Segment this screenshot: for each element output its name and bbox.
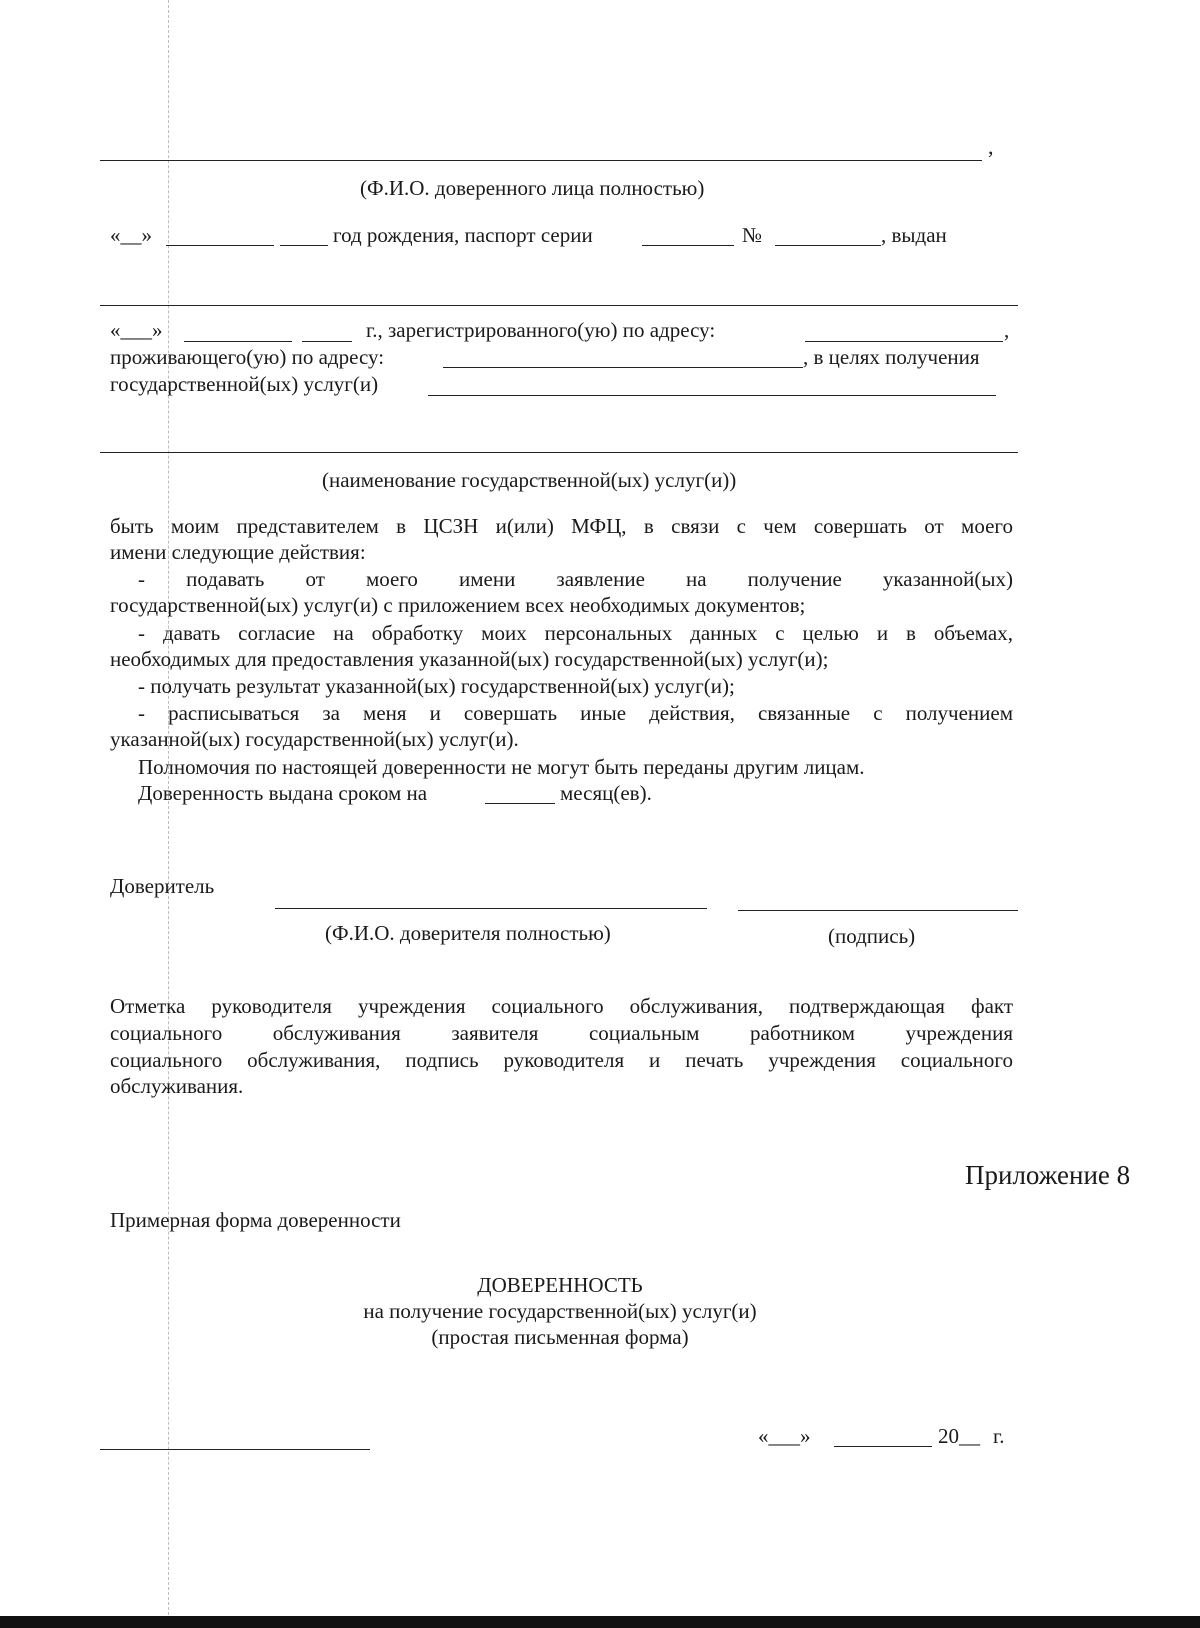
services-text: государственной(ых) услуг(и): [110, 372, 379, 396]
birth-quote: «__»: [110, 223, 152, 247]
mark-line3: социального обслуживания, подпись руководителя и печать учреждения социального: [110, 1048, 1013, 1072]
mark-line2: социального обслуживания заявителя социальным работником учреждения: [110, 1021, 1013, 1045]
principal-name-line: [275, 908, 707, 909]
place-line: [100, 1449, 370, 1450]
item1-line1: - подавать от моего имени заявление на получение указанной(ых): [138, 567, 1013, 591]
date-year: 20__: [938, 1424, 980, 1448]
item2-line1: - давать согласие на обработку моих персональных данных с целью и в объемах,: [138, 621, 1013, 645]
term-text-b: месяц(ев).: [560, 781, 652, 805]
term-months-blank: [485, 803, 555, 804]
reg-end-comma: ,: [1004, 318, 1010, 342]
mark-line1: Отметка руководителя учреждения социального обслуживания, подтверждающая факт: [110, 994, 1013, 1018]
document-title: ДОВЕРЕННОСТЬ: [477, 1273, 643, 1297]
powers-text: Полномочия по настоящей доверенности не могут быть переданы другим лицам.: [138, 755, 865, 779]
sample-form-label: Примерная форма доверенности: [110, 1208, 401, 1232]
birth-year-text: год рождения, паспорт серии: [333, 223, 593, 247]
caption-signature: (подпись): [828, 924, 916, 948]
reg-blank-1: [184, 341, 292, 342]
item3-line1: - получать результат указанной(ых) государственной(ых) услуг(и);: [138, 674, 735, 698]
item1-line2: государственной(ых) услуг(и) с приложением всех необходимых документов;: [110, 593, 806, 617]
item4-line2: указанной(ых) государственной(ых) услуг(и).: [110, 727, 519, 751]
principal-signature-line: [738, 910, 1018, 911]
appendix-label: Приложение 8: [965, 1160, 1131, 1190]
issued-by-line: [100, 305, 1018, 306]
birth-blank-2: [280, 245, 328, 246]
date-month-blank: [834, 1446, 932, 1447]
date-quote: «___»: [758, 1424, 811, 1448]
body-intro-line1: быть моим представителем в ЦСЗН и(или) МФЦ, в связи с чем совершать от моего: [110, 514, 1013, 538]
date-suffix: г.: [993, 1424, 1005, 1448]
passport-number-sign: №: [742, 223, 763, 247]
item4-line1: - расписываться за меня и совершать иные действия, связанные с получением: [138, 701, 1013, 725]
service-name-line: [100, 452, 1018, 453]
top-comma: ,: [988, 134, 994, 159]
document-subtitle1: на получение государственной(ых) услуг(и): [363, 1299, 757, 1323]
services-blank: [428, 395, 996, 396]
passport-number-blank: [775, 245, 881, 246]
residing-text: проживающего(ую) по адресу:: [110, 345, 385, 369]
reg-blank-2: [302, 341, 352, 342]
residing-purpose: , в целях получения: [803, 345, 980, 369]
caption-service-name: (наименование государственной(ых) услуг(и)): [322, 468, 737, 492]
caption-fio-principal: (Ф.И.О. доверителя полностью): [325, 921, 611, 945]
birth-blank-1: [166, 245, 274, 246]
trustee-name-line: [100, 160, 982, 161]
principal-label: Доверитель: [110, 874, 215, 898]
reg-quote: «___»: [110, 318, 163, 342]
term-text-a: Доверенность выдана сроком на: [138, 781, 428, 805]
document-subtitle2: (простая письменная форма): [431, 1325, 689, 1349]
caption-fio-trustee: (Ф.И.О. доверенного лица полностью): [360, 176, 705, 200]
scan-edge-bar: [0, 1616, 1200, 1628]
passport-issued: , выдан: [881, 223, 947, 247]
passport-series-blank: [642, 245, 734, 246]
item2-line2: необходимых для предоставления указанной(ых) государственной(ых) услуг(и);: [110, 647, 829, 671]
mark-line4: обслуживания.: [110, 1074, 244, 1098]
scan-fold-line: [168, 0, 169, 1620]
reg-address-blank: [805, 341, 1003, 342]
residing-address-blank: [443, 367, 803, 368]
body-intro-line2: имени следующие действия:: [110, 540, 366, 564]
reg-text: г., зарегистрированного(ую) по адресу:: [366, 318, 716, 342]
